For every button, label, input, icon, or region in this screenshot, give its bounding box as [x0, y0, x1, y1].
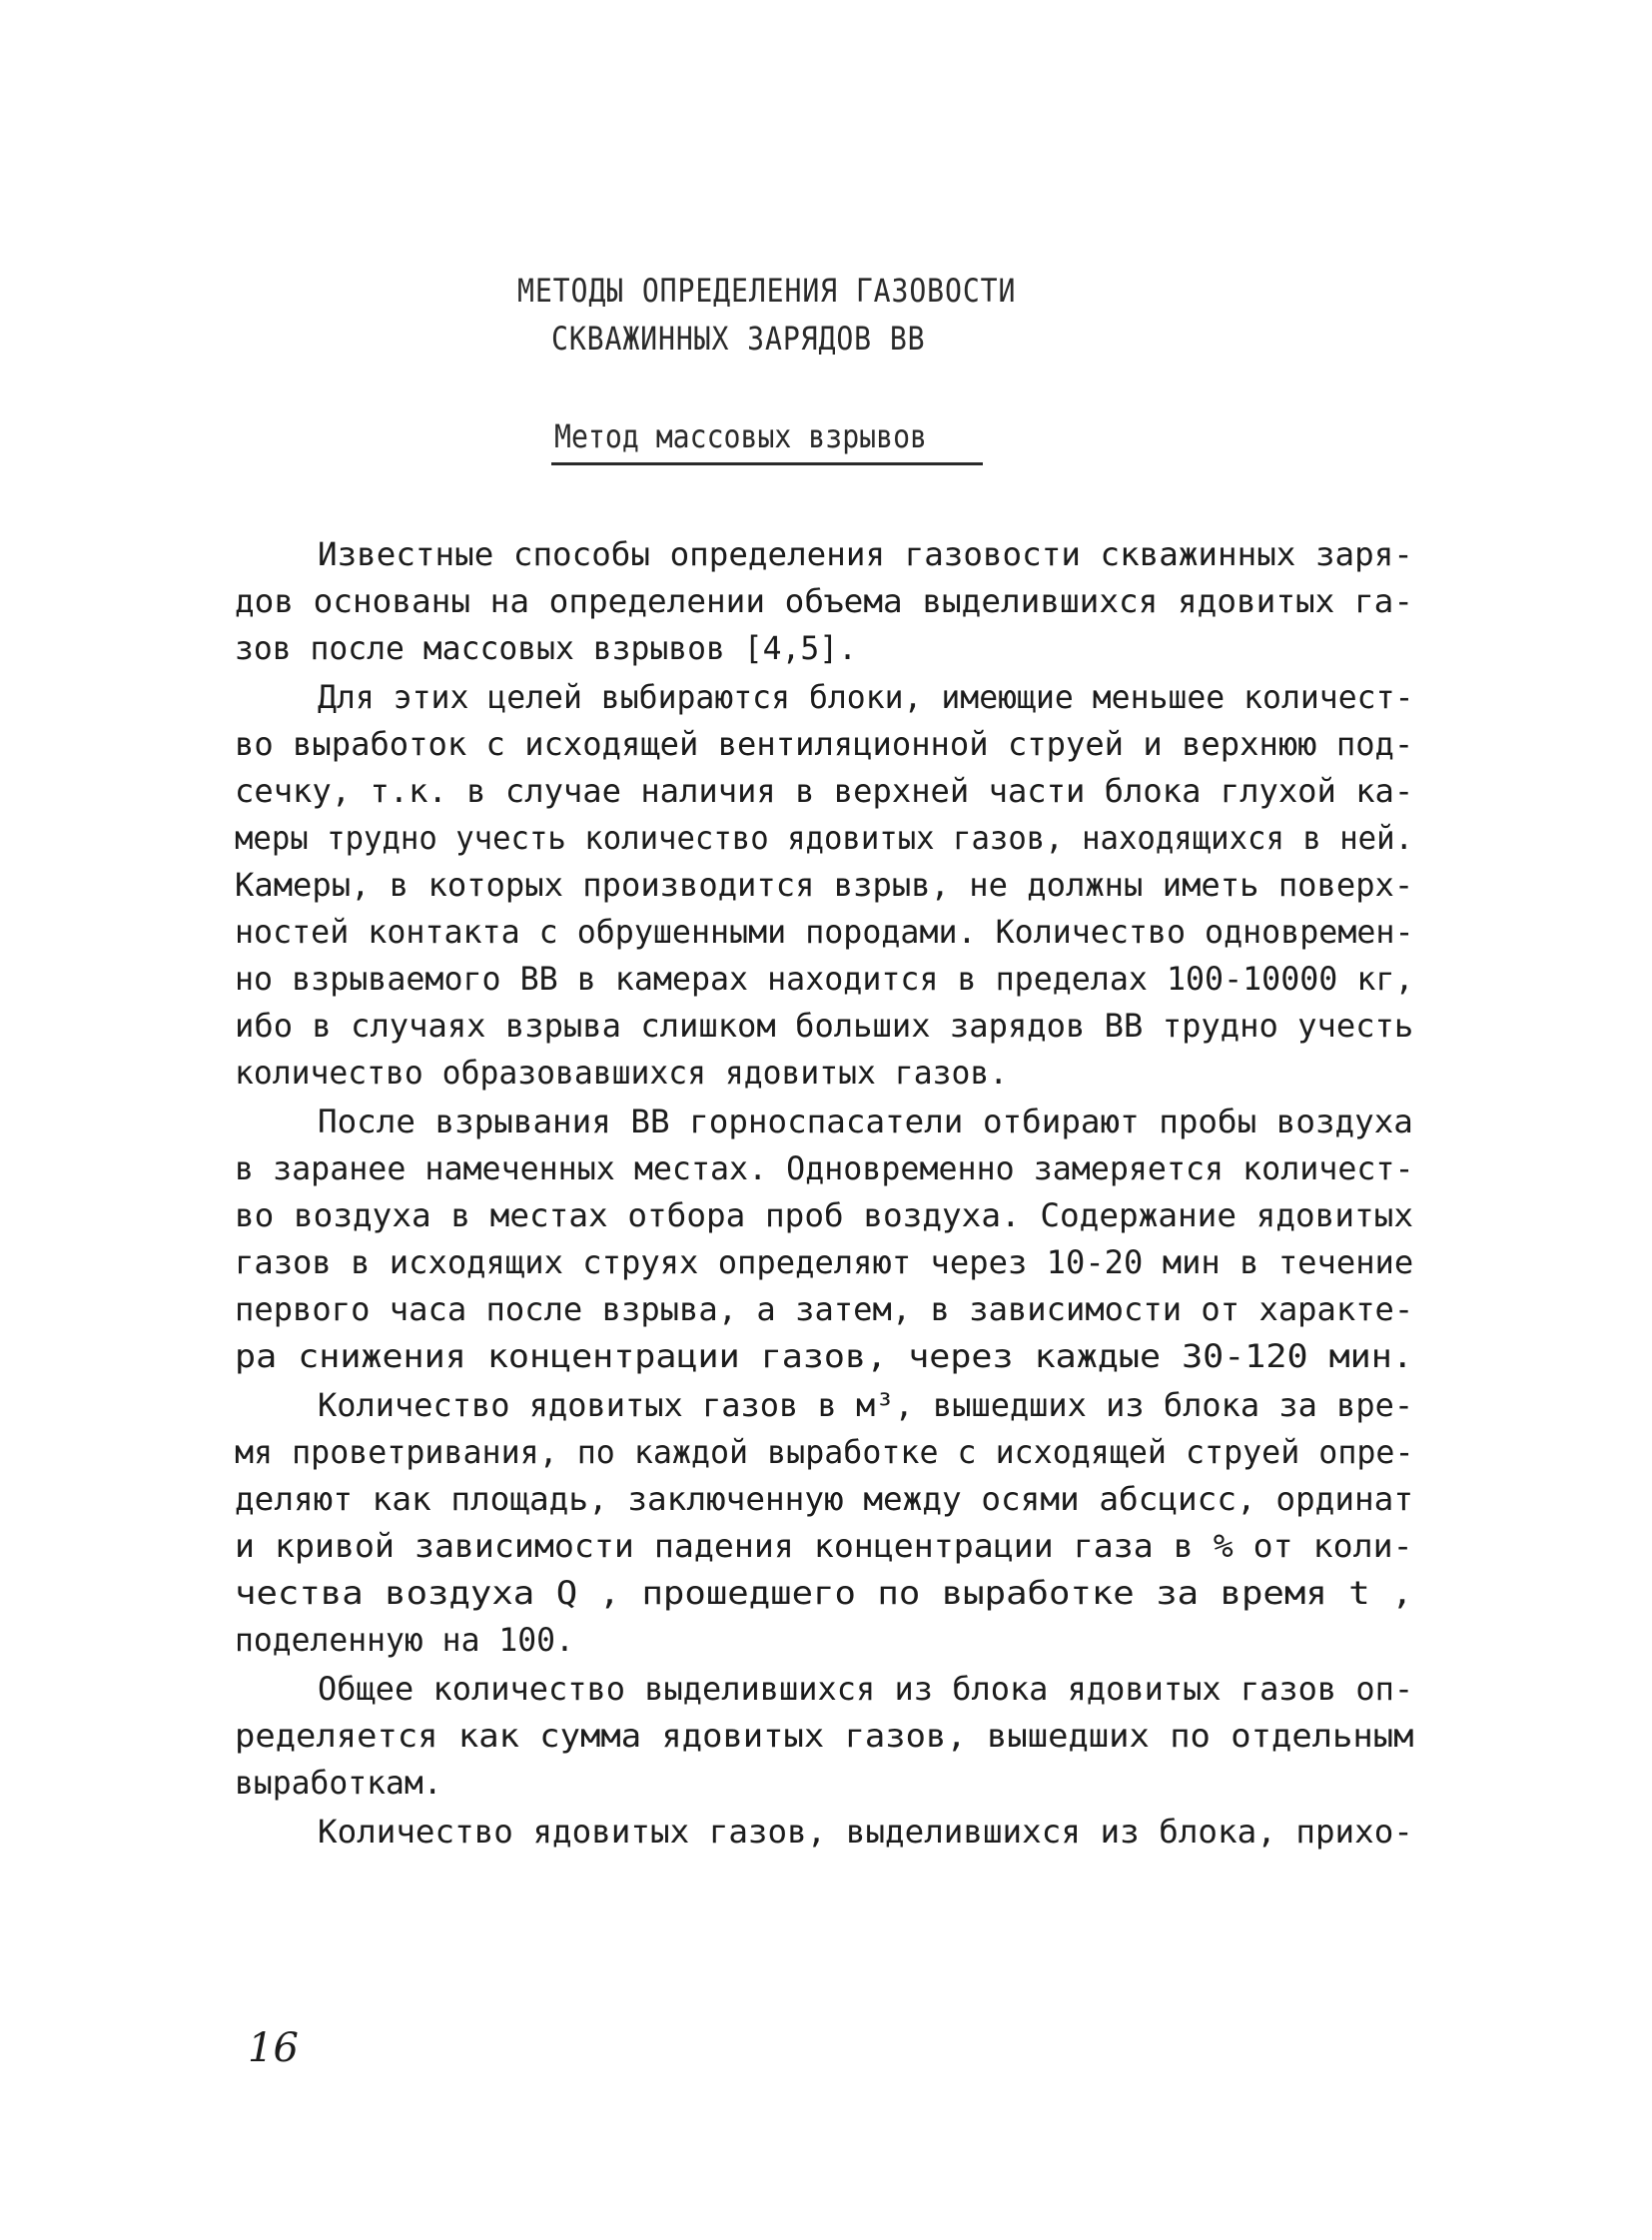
text-line: Количество ядовитых газов в м³, вышедших из блока за вре- [318, 1386, 1414, 1424]
text-line: газов в исходящих струях определяют через 10-20 мин в течение [235, 1243, 1414, 1281]
text-line: сечку, т.к. в случае наличия в верхней части блока глухой ка- [235, 772, 1414, 810]
text-line: но взрываемого ВВ в камерах находится в пределах 100-10000 кг, [235, 960, 1414, 998]
text-line: чества воздуха Q , прошедшего по выработке за время t , [235, 1574, 1413, 1612]
text-line: Известные способы определения газовости скважинных заря- [318, 535, 1413, 573]
text-line: ибо в случаях взрыва слишком больших зарядов ВВ трудно учесть [235, 1007, 1414, 1045]
text-line: ра снижения концентрации газов, через каждые 30-120 мин. [235, 1337, 1413, 1375]
section-heading: Метод массовых взрывов [554, 417, 927, 455]
text-line: Для этих целей выбираются блоки, имеющие меньшее количест- [318, 678, 1414, 716]
text-line: Камеры, в которых производится взрыв, не должны иметь поверх- [235, 866, 1414, 904]
page-number: 16 [248, 2025, 299, 2071]
text-line: Количество ядовитых газов, выделившихся из блока, прихо- [318, 1813, 1413, 1851]
text-line: и кривой зависимости падения концентрации газа в % от коли- [235, 1527, 1413, 1565]
document-title-line-1: МЕТОДЫ ОПРЕДЕЛЕНИЯ ГАЗОВОСТИ [517, 272, 1017, 310]
text-line: ностей контакта с обрушенными породами. Количество одновремен- [235, 913, 1414, 951]
text-line: ределяется как сумма ядовитых газов, вышедших по отдельным [235, 1717, 1414, 1755]
text-line: в заранее намеченных местах. Одновременно замеряется количест- [235, 1149, 1414, 1187]
text-line: меры трудно учесть количество ядовитых газов, находящихся в ней. [235, 819, 1413, 857]
text-line: После взрывания ВВ горноспасатели отбирают пробы воздуха [318, 1103, 1413, 1140]
text-line: Общее количество выделившихся из блока ядовитых газов оп- [318, 1670, 1414, 1708]
text-line: зов после массовых взрывов [4,5]. [235, 629, 858, 667]
text-line: количество образовавшихся ядовитых газов. [235, 1054, 1009, 1092]
text-line: во выработок с исходящей вентиляционной струей и верхнюю под- [235, 725, 1414, 763]
document-title-line-2: СКВАЖИННЫХ ЗАРЯДОВ ВВ [551, 320, 926, 358]
text-line: дов основаны на определении объема выделившихся ядовитых га- [235, 582, 1413, 620]
text-line: во воздуха в местах отбора проб воздуха. Содержание ядовитых [235, 1196, 1413, 1234]
text-line: первого часа после взрыва, а затем, в зависимости от характе- [235, 1290, 1414, 1328]
section-heading-underline [551, 462, 983, 465]
text-line: деляют как площадь, заключенную между осями абсцисс, ординат [235, 1480, 1413, 1518]
text-line: поделенную на 100. [235, 1621, 574, 1659]
text-line: мя проветривания, по каждой выработке с исходящей струей опре- [235, 1433, 1414, 1471]
text-line: выработкам. [235, 1764, 442, 1802]
